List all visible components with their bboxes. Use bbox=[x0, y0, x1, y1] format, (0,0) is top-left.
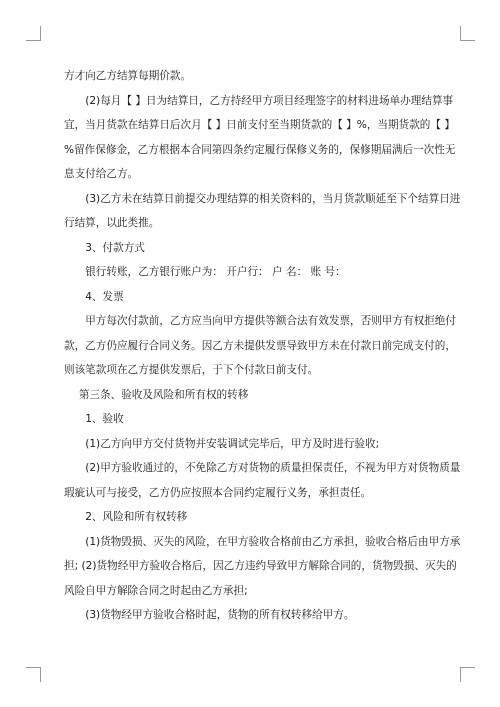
document-body bbox=[64, 64, 461, 628]
paragraph-line: %留作保修金，乙方根据本合同第四条约定履行保修义务的，保修期届满后一次性无 bbox=[64, 143, 456, 156]
paragraph-line: 瑕疵认可与接受，乙方仍应按照本合同约定履行义务，承担责任。 bbox=[64, 486, 372, 499]
paragraph bbox=[64, 89, 456, 187]
paragraph-line: (2)每月【 】日为结算日，乙方持经甲方项目经理签字的材料进场单办理结算事 bbox=[85, 94, 454, 107]
paragraph bbox=[64, 64, 442, 89]
crop-mark-top-left bbox=[26, 26, 41, 41]
section-heading bbox=[64, 383, 442, 408]
paragraph-line: 行结算，以此类推。 bbox=[64, 217, 160, 229]
paragraph bbox=[64, 309, 456, 383]
crop-mark-bottom-right bbox=[460, 667, 475, 682]
paragraph-line: 息支付给乙方。 bbox=[64, 168, 139, 180]
paragraph-line: 银行转账，乙方银行账户为： 开户行： 户 名： 账 号： bbox=[85, 266, 346, 278]
paragraph-line: 款，乙方仍应履行合同义务。因乙方未提供发票导致甲方未在付款日前完成支付的， bbox=[64, 339, 456, 352]
paragraph bbox=[64, 260, 442, 285]
paragraph-line: 2、风险和所有权转移 bbox=[85, 511, 188, 523]
paragraph-line: (2)甲方验收通过的，不免除乙方对货物的质量担保责任，不视为甲方对货物质量 bbox=[85, 462, 461, 474]
paragraph-line: 则该笔款项在乙方提供发票后，于下个付款日前支付。 bbox=[64, 364, 319, 376]
paragraph bbox=[64, 603, 442, 628]
paragraph bbox=[64, 236, 442, 261]
crop-mark-bottom-left bbox=[26, 667, 41, 682]
paragraph bbox=[64, 187, 461, 236]
paragraph bbox=[64, 432, 442, 457]
paragraph bbox=[64, 407, 442, 432]
paragraph-line: 3、付款方式 bbox=[85, 241, 145, 254]
paragraph-line: 甲方每次付款前，乙方应当向甲方提供等额合法有效发票，否则甲方有权拒绝付 bbox=[85, 315, 456, 327]
paragraph-line: 风险自甲方解除合同之时起由乙方承担; bbox=[64, 584, 248, 597]
paragraph bbox=[64, 505, 442, 530]
paragraph-line: (1)乙方向甲方交付货物并安装调试完毕后，甲方及时进行验收; bbox=[85, 437, 380, 450]
paragraph-line: (3)货物经甲方验收合格时起，货物的所有权转移给甲方。 bbox=[85, 609, 355, 621]
paragraph-line: (1)货物毁损、灭失的风险，在甲方验收合格前由乙方承担，验收合格后由甲方承 bbox=[85, 535, 461, 548]
paragraph-line: 宜，当月货款在结算日后次月【 】日前支付至当期货款的【 】%，当期货款的【 】 bbox=[64, 119, 455, 131]
paragraph bbox=[64, 530, 461, 604]
paragraph-line: (3)乙方未在结算日前提交办理结算的相关资料的，当月货款顺延至下个结算日进 bbox=[85, 192, 461, 205]
paragraph bbox=[64, 285, 442, 310]
paragraph-line: 4、发票 bbox=[85, 290, 124, 303]
paragraph-line: 方才向乙方结算每期价款。 bbox=[64, 70, 192, 82]
paragraph-line: 第三条、验收及风险和所有权的转移 bbox=[78, 388, 249, 401]
paragraph-line: 担; (2)货物经甲方验收合格后，因乙方违约导致甲方解除合同的，货物毁损、灭失的 bbox=[64, 560, 457, 572]
paragraph-line: 1、验收 bbox=[85, 413, 124, 425]
paragraph bbox=[64, 456, 461, 505]
crop-mark-top-right bbox=[460, 26, 475, 41]
